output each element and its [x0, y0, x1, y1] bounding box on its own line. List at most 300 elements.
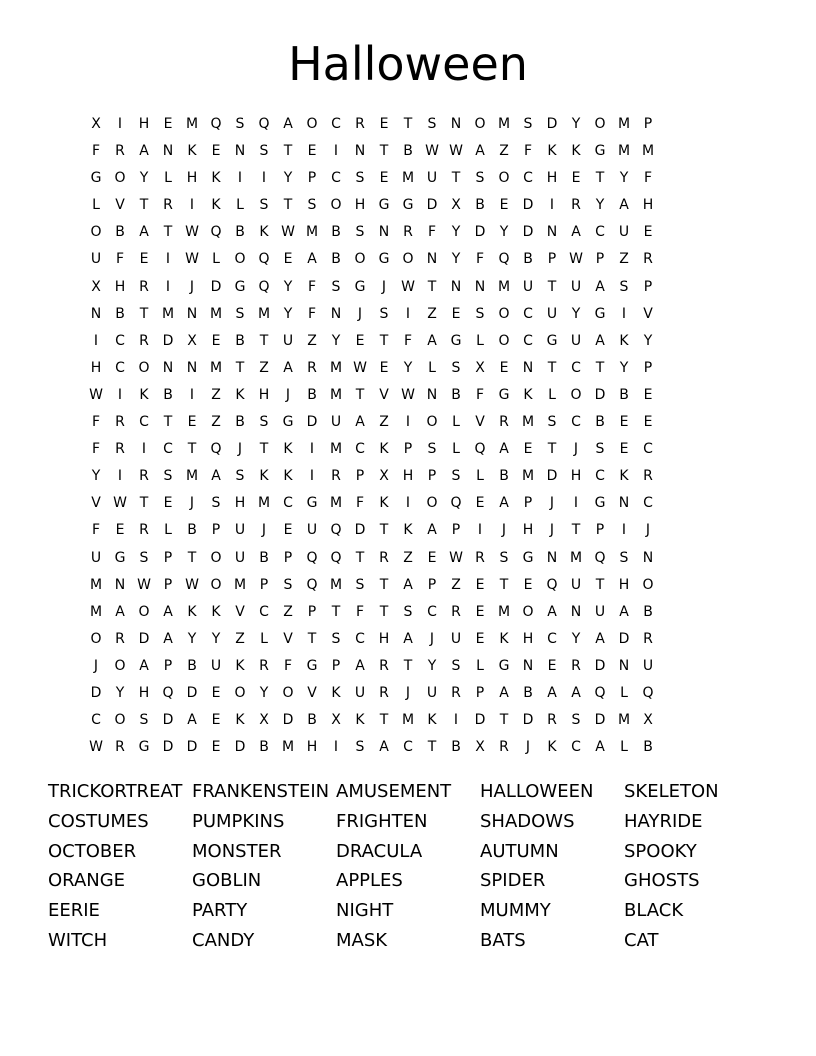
grid-letter[interactable]: D: [306, 414, 318, 431]
grid-letter[interactable]: S: [451, 657, 461, 674]
grid-letter[interactable]: H: [642, 197, 654, 214]
grid-letter[interactable]: P: [211, 522, 221, 539]
grid-letter[interactable]: H: [522, 630, 534, 647]
grid-letter[interactable]: L: [236, 197, 244, 214]
grid-letter[interactable]: E: [379, 359, 389, 376]
grid-letter[interactable]: H: [234, 495, 246, 512]
grid-letter[interactable]: E: [523, 576, 533, 593]
grid-letter[interactable]: N: [426, 386, 438, 403]
grid-letter[interactable]: O: [114, 657, 126, 674]
grid-letter[interactable]: A: [571, 224, 581, 241]
grid-letter[interactable]: S: [475, 305, 485, 322]
grid-letter[interactable]: A: [211, 468, 221, 485]
grid-letter[interactable]: A: [595, 630, 605, 647]
grid-letter[interactable]: F: [355, 603, 365, 620]
grid-letter[interactable]: I: [453, 712, 459, 729]
grid-letter[interactable]: K: [211, 170, 221, 187]
grid-letter[interactable]: Y: [211, 630, 221, 647]
grid-letter[interactable]: I: [309, 468, 315, 485]
grid-letter[interactable]: S: [331, 630, 341, 647]
grid-letter[interactable]: K: [283, 468, 293, 485]
grid-letter[interactable]: R: [139, 468, 149, 485]
grid-letter[interactable]: E: [355, 332, 365, 349]
grid-letter[interactable]: O: [474, 116, 486, 132]
grid-letter[interactable]: T: [595, 170, 605, 187]
grid-letter[interactable]: B: [523, 684, 533, 701]
grid-letter[interactable]: R: [139, 522, 149, 539]
grid-letter[interactable]: F: [91, 414, 101, 431]
grid-letter[interactable]: K: [619, 468, 629, 485]
grid-letter[interactable]: W: [401, 278, 415, 295]
grid-letter[interactable]: A: [595, 332, 605, 349]
grid-letter[interactable]: M: [497, 603, 511, 620]
grid-letter[interactable]: H: [354, 197, 366, 214]
grid-letter[interactable]: A: [547, 684, 557, 701]
grid-letter[interactable]: G: [90, 170, 102, 187]
grid-letter[interactable]: U: [570, 332, 582, 349]
grid-letter[interactable]: B: [499, 468, 509, 485]
grid-letter[interactable]: K: [499, 630, 509, 647]
grid-letter[interactable]: C: [115, 359, 125, 376]
grid-letter[interactable]: W: [425, 143, 439, 160]
grid-letter[interactable]: T: [427, 739, 437, 756]
grid-letter[interactable]: O: [594, 116, 606, 132]
grid-letter[interactable]: W: [449, 549, 463, 566]
grid-letter[interactable]: M: [185, 468, 199, 485]
grid-letter[interactable]: C: [331, 116, 341, 132]
grid-letter[interactable]: D: [162, 739, 174, 756]
grid-letter[interactable]: W: [569, 251, 583, 268]
grid-letter[interactable]: K: [187, 603, 197, 620]
grid-letter[interactable]: A: [499, 495, 509, 512]
grid-letter[interactable]: A: [139, 224, 149, 241]
grid-letter[interactable]: B: [451, 739, 461, 756]
grid-letter[interactable]: P: [643, 116, 653, 132]
grid-letter[interactable]: S: [427, 116, 437, 132]
grid-letter[interactable]: W: [113, 495, 127, 512]
grid-letter[interactable]: O: [498, 332, 510, 349]
grid-letter[interactable]: G: [498, 386, 510, 403]
grid-letter[interactable]: B: [475, 197, 485, 214]
grid-letter[interactable]: E: [619, 441, 629, 458]
grid-letter[interactable]: B: [115, 305, 125, 322]
grid-letter[interactable]: D: [210, 278, 222, 295]
grid-letter[interactable]: N: [186, 359, 198, 376]
grid-letter[interactable]: R: [139, 332, 149, 349]
grid-letter[interactable]: E: [571, 170, 581, 187]
grid-letter[interactable]: M: [329, 386, 343, 403]
grid-letter[interactable]: Q: [306, 549, 318, 566]
grid-letter[interactable]: P: [403, 441, 413, 458]
grid-letter[interactable]: U: [306, 522, 318, 539]
grid-letter[interactable]: Y: [259, 684, 269, 701]
grid-letter[interactable]: J: [549, 522, 555, 539]
grid-letter[interactable]: R: [403, 224, 413, 241]
grid-letter[interactable]: A: [595, 278, 605, 295]
grid-letter[interactable]: M: [329, 495, 343, 512]
grid-letter[interactable]: E: [499, 359, 509, 376]
grid-letter[interactable]: D: [546, 468, 558, 485]
grid-letter[interactable]: M: [161, 305, 175, 322]
grid-letter[interactable]: P: [451, 522, 461, 539]
grid-letter[interactable]: K: [619, 332, 629, 349]
grid-letter[interactable]: E: [451, 305, 461, 322]
grid-letter[interactable]: A: [547, 603, 557, 620]
grid-letter[interactable]: K: [379, 495, 389, 512]
grid-letter[interactable]: B: [307, 712, 317, 729]
grid-letter[interactable]: C: [427, 603, 437, 620]
grid-letter[interactable]: T: [163, 224, 173, 241]
grid-letter[interactable]: A: [283, 359, 293, 376]
grid-letter[interactable]: A: [139, 143, 149, 160]
grid-letter[interactable]: M: [617, 116, 631, 132]
grid-letter[interactable]: E: [283, 251, 293, 268]
grid-letter[interactable]: N: [522, 657, 534, 674]
grid-letter[interactable]: M: [329, 576, 343, 593]
grid-letter[interactable]: O: [114, 170, 126, 187]
grid-letter[interactable]: H: [570, 468, 582, 485]
grid-letter[interactable]: I: [117, 386, 123, 403]
grid-letter[interactable]: K: [379, 441, 389, 458]
grid-letter[interactable]: C: [139, 414, 149, 431]
grid-letter[interactable]: P: [307, 603, 317, 620]
grid-letter[interactable]: K: [547, 739, 557, 756]
grid-letter[interactable]: I: [621, 522, 627, 539]
grid-letter[interactable]: K: [211, 603, 221, 620]
grid-letter[interactable]: Q: [210, 224, 222, 241]
grid-letter[interactable]: U: [546, 305, 558, 322]
grid-letter[interactable]: R: [379, 549, 389, 566]
grid-letter[interactable]: R: [643, 468, 653, 485]
grid-letter[interactable]: T: [379, 522, 389, 539]
grid-letter[interactable]: S: [427, 441, 437, 458]
grid-letter[interactable]: A: [427, 332, 437, 349]
grid-letter[interactable]: N: [474, 278, 486, 295]
grid-letter[interactable]: Y: [283, 278, 293, 295]
grid-letter[interactable]: Q: [258, 116, 270, 132]
grid-letter[interactable]: R: [115, 441, 125, 458]
grid-letter[interactable]: C: [259, 603, 269, 620]
grid-letter[interactable]: P: [427, 468, 437, 485]
grid-letter[interactable]: U: [330, 414, 342, 431]
grid-letter[interactable]: G: [282, 414, 294, 431]
grid-letter[interactable]: E: [427, 549, 437, 566]
grid-letter[interactable]: N: [186, 305, 198, 322]
grid-letter[interactable]: A: [619, 197, 629, 214]
grid-letter[interactable]: R: [571, 657, 581, 674]
grid-letter[interactable]: S: [235, 468, 245, 485]
grid-letter[interactable]: E: [547, 657, 557, 674]
grid-letter[interactable]: C: [595, 224, 605, 241]
grid-letter[interactable]: S: [211, 495, 221, 512]
grid-letter[interactable]: M: [281, 739, 295, 756]
grid-letter[interactable]: I: [189, 197, 195, 214]
grid-letter[interactable]: N: [378, 224, 390, 241]
grid-letter[interactable]: Y: [187, 630, 197, 647]
grid-letter[interactable]: E: [643, 414, 653, 431]
grid-letter[interactable]: O: [570, 386, 582, 403]
grid-letter[interactable]: H: [306, 739, 318, 756]
grid-letter[interactable]: Z: [619, 251, 629, 268]
grid-letter[interactable]: G: [378, 251, 390, 268]
grid-letter[interactable]: Q: [594, 549, 606, 566]
grid-letter[interactable]: R: [379, 684, 389, 701]
grid-letter[interactable]: I: [333, 143, 339, 160]
grid-letter[interactable]: X: [91, 278, 101, 295]
grid-letter[interactable]: A: [427, 522, 437, 539]
grid-letter[interactable]: K: [523, 386, 533, 403]
grid-letter[interactable]: Y: [451, 224, 461, 241]
grid-letter[interactable]: L: [476, 332, 484, 349]
grid-letter[interactable]: A: [619, 603, 629, 620]
grid-letter[interactable]: E: [307, 143, 317, 160]
grid-letter[interactable]: M: [497, 278, 511, 295]
grid-letter[interactable]: J: [357, 305, 363, 322]
grid-letter[interactable]: N: [450, 278, 462, 295]
grid-letter[interactable]: C: [331, 170, 341, 187]
grid-letter[interactable]: I: [333, 739, 339, 756]
grid-letter[interactable]: Y: [139, 170, 149, 187]
grid-letter[interactable]: E: [475, 495, 485, 512]
grid-letter[interactable]: T: [163, 414, 173, 431]
grid-letter[interactable]: O: [642, 576, 654, 593]
grid-letter[interactable]: X: [475, 739, 485, 756]
grid-letter[interactable]: T: [427, 278, 437, 295]
grid-letter[interactable]: Y: [571, 305, 581, 322]
grid-letter[interactable]: E: [211, 739, 221, 756]
grid-letter[interactable]: K: [235, 657, 245, 674]
grid-letter[interactable]: X: [331, 712, 341, 729]
grid-letter[interactable]: D: [522, 197, 534, 214]
grid-letter[interactable]: N: [234, 143, 246, 160]
grid-letter[interactable]: D: [354, 522, 366, 539]
grid-letter[interactable]: G: [354, 278, 366, 295]
grid-letter[interactable]: Q: [330, 522, 342, 539]
grid-letter[interactable]: I: [405, 305, 411, 322]
grid-letter[interactable]: A: [163, 603, 173, 620]
grid-letter[interactable]: U: [426, 170, 438, 187]
grid-letter[interactable]: S: [475, 170, 485, 187]
grid-letter[interactable]: W: [89, 739, 103, 756]
grid-letter[interactable]: M: [305, 224, 319, 241]
grid-letter[interactable]: N: [162, 143, 174, 160]
grid-letter[interactable]: C: [643, 495, 653, 512]
grid-letter[interactable]: M: [521, 414, 535, 431]
grid-letter[interactable]: U: [570, 576, 582, 593]
grid-letter[interactable]: K: [403, 522, 413, 539]
grid-letter[interactable]: I: [261, 170, 267, 187]
grid-letter[interactable]: O: [114, 712, 126, 729]
grid-letter[interactable]: G: [546, 332, 558, 349]
grid-letter[interactable]: G: [306, 657, 318, 674]
grid-letter[interactable]: C: [163, 441, 173, 458]
grid-letter[interactable]: H: [522, 522, 534, 539]
grid-letter[interactable]: W: [137, 576, 151, 593]
grid-letter[interactable]: F: [643, 170, 653, 187]
grid-letter[interactable]: P: [595, 522, 605, 539]
grid-letter[interactable]: E: [379, 116, 389, 132]
grid-letter[interactable]: C: [283, 495, 293, 512]
grid-letter[interactable]: E: [211, 143, 221, 160]
grid-letter[interactable]: T: [235, 359, 245, 376]
grid-letter[interactable]: M: [401, 170, 415, 187]
grid-letter[interactable]: O: [234, 251, 246, 268]
grid-letter[interactable]: Q: [210, 116, 222, 132]
grid-letter[interactable]: M: [89, 576, 103, 593]
grid-letter[interactable]: D: [594, 386, 606, 403]
grid-letter[interactable]: O: [426, 495, 438, 512]
grid-letter[interactable]: X: [91, 116, 101, 132]
grid-letter[interactable]: L: [164, 522, 172, 539]
grid-letter[interactable]: K: [139, 386, 149, 403]
grid-letter[interactable]: F: [91, 522, 101, 539]
grid-letter[interactable]: U: [450, 630, 462, 647]
grid-letter[interactable]: W: [185, 576, 199, 593]
grid-letter[interactable]: M: [641, 143, 655, 160]
grid-letter[interactable]: E: [187, 414, 197, 431]
grid-letter[interactable]: C: [355, 630, 365, 647]
grid-letter[interactable]: T: [139, 197, 149, 214]
grid-letter[interactable]: R: [115, 414, 125, 431]
grid-letter[interactable]: L: [212, 251, 220, 268]
grid-letter[interactable]: U: [594, 603, 606, 620]
grid-letter[interactable]: Q: [210, 441, 222, 458]
grid-letter[interactable]: I: [93, 332, 99, 349]
grid-letter[interactable]: Y: [571, 630, 581, 647]
grid-letter[interactable]: S: [451, 468, 461, 485]
grid-letter[interactable]: U: [570, 278, 582, 295]
grid-letter[interactable]: P: [259, 576, 269, 593]
grid-letter[interactable]: H: [186, 170, 198, 187]
grid-letter[interactable]: J: [189, 495, 195, 512]
grid-letter[interactable]: A: [283, 116, 293, 132]
grid-letter[interactable]: A: [163, 630, 173, 647]
grid-letter[interactable]: I: [237, 170, 243, 187]
grid-letter[interactable]: R: [115, 739, 125, 756]
grid-letter[interactable]: T: [499, 576, 509, 593]
grid-letter[interactable]: J: [237, 441, 243, 458]
grid-letter[interactable]: N: [522, 359, 534, 376]
grid-letter[interactable]: Y: [499, 224, 509, 241]
grid-letter[interactable]: I: [573, 495, 579, 512]
grid-letter[interactable]: N: [618, 495, 630, 512]
grid-letter[interactable]: P: [643, 359, 653, 376]
grid-letter[interactable]: M: [401, 712, 415, 729]
grid-letter[interactable]: H: [258, 386, 270, 403]
grid-letter[interactable]: Q: [450, 495, 462, 512]
grid-letter[interactable]: L: [452, 414, 460, 431]
grid-letter[interactable]: D: [234, 739, 246, 756]
grid-letter[interactable]: T: [595, 359, 605, 376]
grid-letter[interactable]: O: [90, 224, 102, 241]
grid-letter[interactable]: K: [235, 386, 245, 403]
grid-letter[interactable]: R: [115, 630, 125, 647]
grid-letter[interactable]: E: [115, 522, 125, 539]
grid-letter[interactable]: W: [185, 251, 199, 268]
grid-letter[interactable]: A: [403, 576, 413, 593]
grid-letter[interactable]: J: [549, 495, 555, 512]
grid-letter[interactable]: D: [162, 712, 174, 729]
grid-letter[interactable]: W: [185, 224, 199, 241]
grid-letter[interactable]: U: [90, 251, 102, 268]
grid-letter[interactable]: O: [330, 197, 342, 214]
grid-letter[interactable]: O: [522, 603, 534, 620]
grid-letter[interactable]: L: [548, 386, 556, 403]
grid-letter[interactable]: P: [163, 576, 173, 593]
grid-letter[interactable]: V: [115, 197, 125, 214]
grid-letter[interactable]: R: [499, 739, 509, 756]
grid-letter[interactable]: B: [643, 603, 653, 620]
grid-letter[interactable]: R: [355, 116, 365, 132]
grid-letter[interactable]: K: [427, 712, 437, 729]
grid-letter[interactable]: M: [257, 305, 271, 322]
grid-letter[interactable]: Y: [427, 657, 437, 674]
grid-letter[interactable]: S: [499, 549, 509, 566]
grid-letter[interactable]: P: [163, 657, 173, 674]
grid-letter[interactable]: Q: [546, 576, 558, 593]
letter-grid[interactable]: [84, 113, 732, 763]
grid-letter[interactable]: D: [138, 630, 150, 647]
grid-letter[interactable]: I: [477, 522, 483, 539]
grid-letter[interactable]: E: [139, 251, 149, 268]
grid-letter[interactable]: A: [115, 603, 125, 620]
grid-letter[interactable]: D: [474, 712, 486, 729]
grid-letter[interactable]: U: [522, 278, 534, 295]
grid-letter[interactable]: F: [307, 305, 317, 322]
grid-letter[interactable]: Y: [643, 332, 653, 349]
grid-letter[interactable]: S: [139, 712, 149, 729]
grid-letter[interactable]: T: [403, 657, 413, 674]
grid-letter[interactable]: D: [162, 332, 174, 349]
grid-letter[interactable]: D: [282, 712, 294, 729]
grid-letter[interactable]: T: [187, 549, 197, 566]
grid-letter[interactable]: T: [451, 170, 461, 187]
grid-letter[interactable]: Q: [642, 684, 654, 701]
grid-letter[interactable]: A: [499, 441, 509, 458]
grid-letter[interactable]: M: [329, 359, 343, 376]
grid-letter[interactable]: F: [475, 251, 485, 268]
grid-letter[interactable]: S: [235, 305, 245, 322]
grid-letter[interactable]: V: [91, 495, 101, 512]
grid-letter[interactable]: A: [379, 739, 389, 756]
grid-letter[interactable]: A: [403, 630, 413, 647]
grid-letter[interactable]: R: [643, 630, 653, 647]
grid-letter[interactable]: L: [620, 739, 628, 756]
grid-letter[interactable]: L: [260, 630, 268, 647]
grid-letter[interactable]: K: [547, 143, 557, 160]
grid-letter[interactable]: B: [259, 549, 269, 566]
grid-letter[interactable]: G: [594, 495, 606, 512]
grid-letter[interactable]: K: [283, 441, 293, 458]
grid-letter[interactable]: R: [139, 278, 149, 295]
grid-letter[interactable]: R: [307, 359, 317, 376]
grid-letter[interactable]: O: [90, 630, 102, 647]
grid-letter[interactable]: N: [354, 143, 366, 160]
grid-letter[interactable]: P: [547, 251, 557, 268]
grid-letter[interactable]: V: [307, 684, 317, 701]
grid-letter[interactable]: Q: [594, 684, 606, 701]
grid-letter[interactable]: Z: [259, 359, 269, 376]
grid-letter[interactable]: T: [259, 332, 269, 349]
grid-letter[interactable]: D: [186, 684, 198, 701]
grid-letter[interactable]: T: [379, 603, 389, 620]
grid-letter[interactable]: R: [643, 251, 653, 268]
grid-letter[interactable]: G: [378, 197, 390, 214]
grid-letter[interactable]: A: [571, 684, 581, 701]
grid-letter[interactable]: B: [403, 143, 413, 160]
grid-letter[interactable]: D: [522, 224, 534, 241]
grid-letter[interactable]: G: [522, 549, 534, 566]
